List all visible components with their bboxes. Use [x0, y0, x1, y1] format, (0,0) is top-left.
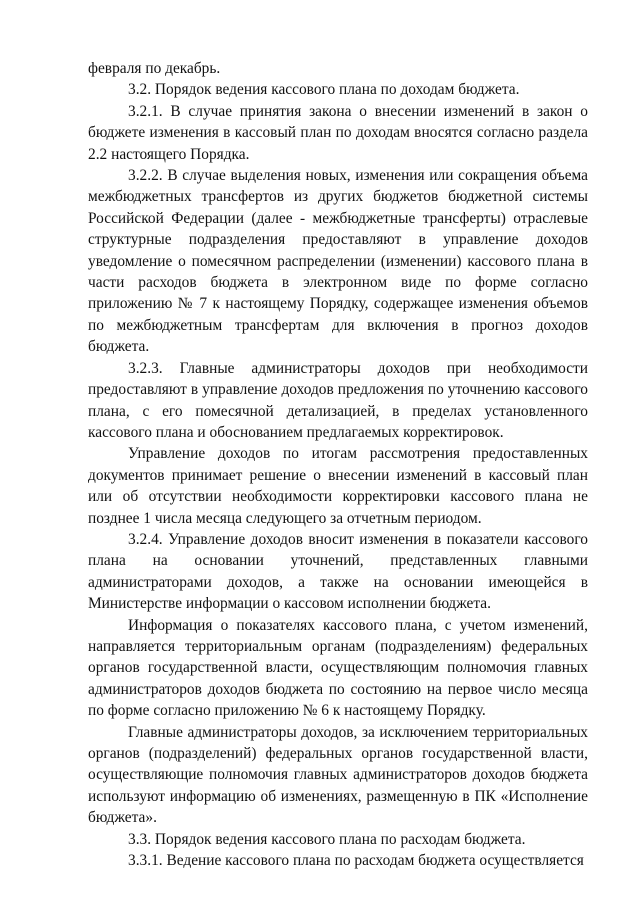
paragraph-3-2-2: 3.2.2. В случае выделения новых, изменения или сокращения объема межбюджетных трансфертов из других бюджетов бюджетной системы Российской Федерации (далее - межбюджетные трансферты) отраслевые структурные подразделения предоставляют в управление доходов уведомление о помесячном распределении (изменении) кассового плана в части расходов бюджета в электронном виде по форме согласно приложению № 7 к настоящему Порядку, содержащее изменения объемов по межбюджетным трансфертам для включения в прогноз доходов бюджета.	[88, 167, 588, 356]
section-heading-3-2: 3.2. Порядок ведения кассового плана по доходам бюджета.	[128, 81, 520, 99]
paragraph-3-2-4: 3.2.4. Управление доходов вносит изменения в показатели кассового плана на основании уточнений, представленных главными администраторами доходов, а также на основании имеющейся в Министерстве информации о кассовом исполнении бюджета.	[88, 530, 588, 613]
paragraph-cash-plan-info: Информация о показателях кассового плана, с учетом изменений, направляется территориальным органам (подразделениям) федеральных органов государственной власти, осуществляющим полномочия главных администраторов доходов бюджета по состоянию на первое число месяца по форме согласно приложению № 6 к настоящему Порядку.	[88, 616, 588, 720]
section-heading-3-3: 3.3. Порядок ведения кассового плана по расходам бюджета.	[128, 830, 526, 848]
paragraph-3-3-1: 3.3.1. Ведение кассового плана по расходам бюджета осуществляется	[128, 852, 584, 870]
paragraph-revenue-decision: Управление доходов по итогам рассмотрения предоставленных документов принимает решение о внесении изменений в кассовый план или об отсутствии необходимости корректировки кассового плана не позднее 1 числа месяца следующего за отчетным периодом.	[88, 445, 588, 527]
paragraph-3-2-3: 3.2.3. Главные администраторы доходов при необходимости предоставляют в управление доходов предложения по уточнению кассового плана, с его помесячной детализацией, в пределах установленного кассового плана и обоснованием предлагаемых корректировок.	[88, 359, 588, 441]
paragraph-chief-administrators: Главные администраторы доходов, за исключением территориальных органов (подразделений) федеральных органов государственной власти, осуществляющие полномочия главных администраторов доходов бюджета используют информацию об изменениях, размещенную в ПК «Исполнение бюджета».	[88, 723, 588, 827]
paragraph-3-2-1: 3.2.1. В случае принятия закона о внесении изменений в закон о бюджете изменения в кассовый план по доходам вносятся согласно раздела 2.2 настоящего Порядка.	[88, 102, 588, 163]
paragraph-continuation: февраля по декабрь.	[88, 60, 221, 77]
